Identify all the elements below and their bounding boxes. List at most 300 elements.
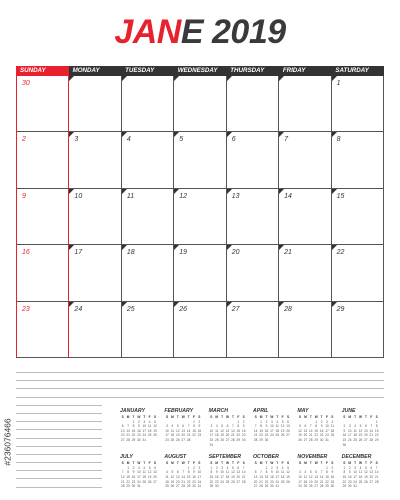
mini-day: 21 bbox=[369, 433, 374, 438]
mini-day: 24 bbox=[325, 433, 329, 438]
mini-day: 27 bbox=[369, 479, 374, 484]
mini-weekday: S bbox=[343, 415, 346, 419]
mini-day: 27 bbox=[120, 437, 125, 442]
mini-day: 26 bbox=[298, 437, 302, 442]
mini-day: 24 bbox=[142, 433, 147, 438]
mini-day: 16 bbox=[192, 474, 196, 479]
mini-day: 1 bbox=[375, 419, 378, 424]
mini-day: 16 bbox=[197, 428, 202, 433]
mini-weekday: M bbox=[215, 461, 219, 466]
mini-day: 2 bbox=[137, 419, 140, 424]
mini-weekday: S bbox=[242, 415, 245, 419]
mini-day: 16 bbox=[137, 428, 141, 433]
mini-day: 20 bbox=[236, 474, 241, 479]
day-number: 2 bbox=[22, 136, 26, 144]
mini-weekday: M bbox=[348, 415, 352, 419]
note-line bbox=[16, 429, 102, 430]
mini-day: 2 bbox=[242, 419, 245, 424]
mini-day: 15 bbox=[259, 428, 263, 433]
mini-day: 8 bbox=[132, 424, 135, 429]
mini-day: 12 bbox=[286, 470, 290, 475]
mini-day: 6 bbox=[304, 424, 307, 429]
month-calendar bbox=[16, 66, 384, 358]
mini-day: 22 bbox=[131, 433, 136, 438]
mini-weekday: F bbox=[326, 415, 328, 419]
day-cell bbox=[122, 189, 174, 245]
mini-week-row bbox=[209, 443, 253, 448]
mini-day: 5 bbox=[281, 419, 284, 424]
mini-day: 7 bbox=[375, 465, 378, 470]
mini-day: 19 bbox=[309, 479, 313, 484]
mini-day: 25 bbox=[280, 479, 285, 484]
mini-day bbox=[197, 438, 202, 443]
mini-day: 17 bbox=[353, 474, 357, 479]
day-cell bbox=[174, 189, 226, 245]
mini-day: 6 bbox=[315, 470, 318, 475]
mini-weekday: S bbox=[331, 415, 334, 419]
mini-day: 2 bbox=[132, 465, 135, 470]
mini-day: 19 bbox=[364, 474, 368, 479]
mini-day: 29 bbox=[131, 437, 136, 442]
mini-weekday: S bbox=[375, 461, 378, 466]
day-cell bbox=[279, 189, 331, 245]
mini-day: 11 bbox=[165, 474, 169, 479]
mini-day: 11 bbox=[275, 424, 279, 429]
mini-week-row bbox=[253, 438, 297, 443]
mini-day: 8 bbox=[210, 470, 213, 475]
mini-day: 20 bbox=[303, 433, 308, 438]
mini-day: 25 bbox=[147, 433, 152, 438]
mini-day: 26 bbox=[170, 484, 175, 489]
mini-day: 9 bbox=[270, 470, 273, 475]
corner-marker-icon bbox=[69, 76, 74, 81]
mini-week-row bbox=[120, 484, 164, 489]
mini-day: 12 bbox=[176, 428, 180, 433]
mini-day: 2 bbox=[343, 424, 346, 429]
day-cell bbox=[16, 132, 69, 188]
mini-week-row bbox=[342, 484, 386, 489]
mini-day: 8 bbox=[375, 424, 378, 429]
mini-weekday: W bbox=[226, 461, 230, 466]
mini-day: 28 bbox=[241, 479, 246, 484]
weekday-friday: FRIDAY bbox=[279, 66, 332, 76]
mini-day: 30 bbox=[330, 484, 335, 489]
mini-day: 24 bbox=[275, 479, 280, 484]
mini-weekday: F bbox=[237, 415, 240, 419]
mini-day: 1 bbox=[127, 465, 129, 470]
day-cell bbox=[122, 245, 174, 301]
mini-weekday: S bbox=[121, 461, 124, 466]
day-cell bbox=[174, 245, 226, 301]
mini-day: 15 bbox=[264, 474, 269, 479]
mini-weekday: T bbox=[231, 415, 234, 419]
mini-day: 28 bbox=[309, 437, 313, 442]
mini-day: 26 bbox=[147, 479, 152, 484]
mini-weekday: S bbox=[286, 415, 290, 419]
mini-month bbox=[342, 454, 386, 489]
mini-day: 10 bbox=[347, 428, 352, 433]
mini-day: 11 bbox=[303, 474, 308, 479]
mini-day bbox=[285, 438, 290, 443]
mini-day: 3 bbox=[137, 465, 140, 470]
mini-day: 30 bbox=[131, 484, 136, 489]
mini-day: 24 bbox=[353, 479, 357, 484]
mini-day: 27 bbox=[176, 484, 180, 489]
mini-weekday: T bbox=[276, 415, 279, 419]
mini-weekday: F bbox=[148, 415, 151, 419]
mini-day: 6 bbox=[287, 419, 289, 424]
mini-day: 20 bbox=[225, 433, 230, 438]
mini-month bbox=[120, 454, 164, 489]
day-cell bbox=[227, 245, 279, 301]
mini-day: 30 bbox=[347, 484, 352, 489]
mini-day: 4 bbox=[276, 419, 279, 424]
mini-day: 17 bbox=[142, 428, 147, 433]
day-cell bbox=[279, 302, 331, 358]
mini-weekday: S bbox=[153, 415, 157, 419]
mini-day: 7 bbox=[309, 424, 312, 429]
mini-day: 10 bbox=[165, 428, 169, 433]
mini-month-name: MARCH bbox=[208, 408, 228, 414]
mini-day: 31 bbox=[137, 484, 141, 489]
mini-day: 29 bbox=[126, 484, 130, 489]
mini-month-name: AUGUST bbox=[164, 454, 187, 461]
mini-day: 25 bbox=[142, 479, 147, 484]
mini-day: 6 bbox=[182, 424, 185, 429]
day-number: 21 bbox=[284, 249, 292, 257]
mini-day: 30 bbox=[319, 437, 324, 442]
mini-day: 7 bbox=[127, 424, 129, 429]
mini-weekday: S bbox=[121, 415, 124, 419]
mini-day: 27 bbox=[181, 437, 185, 442]
mini-day: 27 bbox=[253, 484, 258, 489]
mini-weekday: W bbox=[181, 415, 185, 419]
year-overview bbox=[120, 408, 386, 489]
mini-day: 14 bbox=[259, 474, 263, 479]
mini-day: 29 bbox=[186, 484, 191, 489]
mini-day: 29 bbox=[325, 484, 329, 489]
mini-day bbox=[152, 438, 157, 443]
day-number: 30 bbox=[22, 80, 30, 87]
mini-day: 1 bbox=[315, 419, 318, 424]
mini-day: 10 bbox=[137, 470, 141, 475]
mini-day bbox=[241, 443, 246, 448]
mini-day: 30 bbox=[241, 437, 246, 442]
mini-day: 4 bbox=[331, 419, 334, 424]
mini-weekday: T bbox=[132, 461, 135, 466]
mini-day: 7 bbox=[260, 470, 262, 475]
mini-day: 17 bbox=[209, 433, 214, 438]
mini-day: 1 bbox=[265, 465, 268, 470]
mini-day: 28 bbox=[231, 437, 235, 442]
mini-weekday: S bbox=[242, 461, 245, 466]
mini-weekday: T bbox=[221, 461, 224, 466]
mini-week-row bbox=[342, 443, 386, 448]
mini-day: 3 bbox=[354, 465, 357, 470]
mini-day: 10 bbox=[298, 474, 302, 479]
mini-day: 3 bbox=[270, 419, 273, 424]
mini-week-row bbox=[120, 438, 164, 443]
mini-day: 23 bbox=[270, 479, 274, 484]
mini-day: 31 bbox=[197, 484, 202, 489]
mini-day bbox=[285, 484, 290, 489]
day-cell bbox=[16, 245, 69, 301]
mini-day: 7 bbox=[254, 424, 257, 429]
calendar-title bbox=[0, 10, 400, 54]
mini-day: 11 bbox=[215, 428, 219, 433]
title-month-part: JAN bbox=[114, 13, 181, 51]
mini-weekday: W bbox=[270, 415, 274, 419]
mini-day: 11 bbox=[142, 470, 146, 475]
mini-day: 27 bbox=[236, 479, 241, 484]
mini-day: 20 bbox=[176, 479, 180, 484]
mini-day: 23 bbox=[264, 433, 269, 438]
mini-weekday: M bbox=[126, 461, 130, 466]
mini-weekday: F bbox=[237, 461, 240, 466]
day-number: 28 bbox=[284, 305, 292, 313]
mini-month-name: OCTOBER bbox=[252, 454, 279, 461]
mini-day: 19 bbox=[220, 433, 224, 438]
mini-day: 10 bbox=[142, 424, 147, 429]
mini-day: 24 bbox=[298, 484, 302, 489]
mini-day: 26 bbox=[364, 479, 368, 484]
mini-day: 22 bbox=[209, 479, 214, 484]
mini-weekday: S bbox=[286, 461, 290, 466]
day-number: 3 bbox=[74, 136, 79, 144]
day-cell bbox=[16, 189, 69, 245]
mini-day: 4 bbox=[215, 424, 218, 429]
mini-day: 26 bbox=[220, 437, 224, 442]
mini-day: 29 bbox=[236, 437, 241, 442]
day-cell bbox=[174, 76, 226, 132]
mini-day: 25 bbox=[275, 433, 280, 438]
mini-day: 21 bbox=[374, 474, 379, 479]
mini-day: 24 bbox=[270, 433, 274, 438]
mini-day: 22 bbox=[236, 433, 241, 438]
mini-day: 11 bbox=[147, 424, 152, 429]
mini-day: 14 bbox=[319, 474, 324, 479]
mini-month-name: MAY bbox=[297, 408, 309, 414]
mini-day: 29 bbox=[264, 484, 269, 489]
mini-day: 9 bbox=[198, 424, 201, 429]
mini-weekday: M bbox=[259, 415, 263, 419]
mini-weekday: M bbox=[171, 415, 174, 419]
day-cell bbox=[279, 76, 331, 132]
mini-day: 15 bbox=[374, 428, 379, 433]
mini-week-row bbox=[297, 438, 341, 443]
mini-day: 13 bbox=[236, 470, 241, 475]
mini-weekday: T bbox=[320, 461, 323, 466]
mini-day: 21 bbox=[181, 479, 185, 484]
weekday-thursday: THURSDAY bbox=[226, 66, 279, 76]
mini-day: 23 bbox=[131, 479, 136, 484]
mini-day: 18 bbox=[165, 479, 169, 484]
mini-day: 17 bbox=[325, 428, 329, 433]
mini-day: 29 bbox=[342, 484, 347, 489]
mini-day: 3 bbox=[299, 470, 301, 475]
mini-day: 20 bbox=[369, 474, 374, 479]
mini-day: 11 bbox=[225, 470, 230, 475]
day-number: 8 bbox=[336, 136, 341, 144]
mini-day: 31 bbox=[209, 442, 214, 447]
mini-day: 16 bbox=[342, 433, 347, 438]
day-number: 6 bbox=[231, 136, 236, 144]
mini-day: 19 bbox=[176, 433, 180, 438]
mini-weekday: T bbox=[309, 415, 312, 419]
mini-day: 1 bbox=[326, 465, 328, 470]
mini-weekday: T bbox=[143, 461, 146, 466]
mini-weekday: F bbox=[370, 461, 373, 466]
mini-day: 27 bbox=[303, 437, 308, 442]
mini-day: 9 bbox=[137, 424, 140, 429]
mini-weekday: S bbox=[198, 461, 201, 466]
mini-day: 13 bbox=[181, 428, 185, 433]
mini-day: 8 bbox=[237, 424, 240, 429]
day-number: 5 bbox=[179, 136, 184, 144]
mini-day: 30 bbox=[192, 484, 196, 489]
mini-day: 18 bbox=[280, 474, 285, 479]
mini-day: 22 bbox=[314, 433, 318, 438]
mini-day: 1 bbox=[193, 419, 195, 424]
mini-day: 17 bbox=[137, 474, 141, 479]
mini-day: 16 bbox=[330, 474, 335, 479]
mini-day: 3 bbox=[210, 424, 213, 429]
mini-day: 8 bbox=[260, 424, 262, 429]
mini-month bbox=[297, 454, 341, 489]
mini-weekday: S bbox=[298, 461, 302, 466]
mini-month bbox=[209, 454, 253, 489]
mini-day: 7 bbox=[370, 424, 373, 429]
mini-day: 11 bbox=[170, 428, 175, 433]
mini-day: 10 bbox=[325, 424, 329, 429]
mini-day: 15 bbox=[131, 428, 136, 433]
mini-day: 23 bbox=[192, 479, 196, 484]
mini-day bbox=[374, 484, 379, 489]
mini-day: 14 bbox=[126, 428, 130, 433]
mini-day: 28 bbox=[319, 484, 324, 489]
day-cell bbox=[69, 132, 121, 188]
day-number: 24 bbox=[74, 305, 83, 313]
mini-weekday: T bbox=[364, 461, 367, 466]
mini-day: 30 bbox=[264, 437, 269, 442]
mini-day: 21 bbox=[319, 479, 324, 484]
mini-day: 17 bbox=[298, 479, 302, 484]
day-cell bbox=[227, 302, 279, 358]
mini-day: 14 bbox=[369, 428, 374, 433]
day-cell bbox=[69, 76, 121, 132]
day-number: 29 bbox=[336, 305, 345, 313]
mini-day: 23 bbox=[330, 479, 335, 484]
mini-day: 14 bbox=[241, 470, 246, 475]
mini-day: 24 bbox=[165, 437, 169, 442]
mini-day: 2 bbox=[331, 465, 334, 470]
mini-month-name: FEBRUARY bbox=[164, 408, 194, 414]
mini-day: 6 bbox=[365, 424, 367, 429]
day-cell bbox=[122, 132, 174, 188]
mini-week-row bbox=[297, 484, 341, 489]
day-cell bbox=[69, 189, 121, 245]
mini-month bbox=[342, 408, 386, 447]
corner-marker-icon bbox=[122, 76, 127, 81]
mini-day: 20 bbox=[120, 433, 125, 438]
mini-day: 27 bbox=[364, 437, 368, 442]
mini-day: 5 bbox=[359, 424, 362, 429]
mini-day: 3 bbox=[166, 424, 168, 429]
day-cell bbox=[332, 302, 384, 358]
mini-day: 16 bbox=[319, 428, 324, 433]
mini-day: 8 bbox=[187, 470, 190, 475]
mini-day: 2 bbox=[215, 465, 218, 470]
mini-week-row bbox=[253, 484, 297, 489]
note-line bbox=[16, 388, 384, 389]
mini-day: 13 bbox=[225, 428, 230, 433]
mini-day: 2 bbox=[265, 419, 268, 424]
mini-day: 12 bbox=[364, 470, 368, 475]
mini-day: 18 bbox=[275, 428, 280, 433]
mini-day: 21 bbox=[309, 433, 313, 438]
mini-day: 27 bbox=[314, 484, 318, 489]
mini-day: 20 bbox=[314, 479, 318, 484]
mini-day: 10 bbox=[220, 470, 224, 475]
mini-day: 28 bbox=[259, 484, 263, 489]
mini-day: 19 bbox=[170, 479, 175, 484]
mini-day bbox=[152, 484, 157, 489]
mini-day: 18 bbox=[142, 474, 147, 479]
note-line bbox=[16, 470, 102, 471]
mini-day: 4 bbox=[171, 424, 174, 429]
day-cell bbox=[122, 76, 174, 132]
mini-day: 27 bbox=[286, 433, 290, 438]
mini-day: 26 bbox=[231, 479, 235, 484]
day-number: 26 bbox=[179, 305, 188, 313]
mini-day: 13 bbox=[314, 474, 318, 479]
day-number: 23 bbox=[22, 305, 30, 313]
mini-day: 3 bbox=[326, 419, 328, 424]
mini-day: 16 bbox=[131, 474, 136, 479]
mini-day: 3 bbox=[348, 424, 351, 429]
mini-weekday: M bbox=[171, 461, 174, 466]
note-line bbox=[16, 487, 102, 488]
mini-day: 2 bbox=[348, 465, 351, 470]
mini-day: 14 bbox=[120, 474, 125, 479]
mini-day: 18 bbox=[330, 428, 335, 433]
mini-day: 4 bbox=[226, 465, 229, 470]
mini-day: 22 bbox=[264, 479, 269, 484]
mini-day: 17 bbox=[197, 474, 202, 479]
mini-day: 5 bbox=[176, 424, 179, 429]
day-cell bbox=[227, 189, 279, 245]
mini-day: 4 bbox=[304, 470, 307, 475]
mini-day: 27 bbox=[153, 479, 157, 484]
mini-day: 21 bbox=[253, 433, 258, 438]
note-line bbox=[16, 421, 102, 422]
mini-day: 1 bbox=[237, 419, 240, 424]
day-cell bbox=[16, 302, 69, 358]
mini-day: 1 bbox=[132, 419, 135, 424]
mini-day: 31 bbox=[142, 437, 147, 442]
mini-weekday: T bbox=[354, 461, 357, 466]
mini-weekday: S bbox=[254, 461, 257, 466]
mini-day: 5 bbox=[309, 470, 312, 475]
mini-day: 12 bbox=[298, 428, 302, 433]
mini-weekday: S bbox=[210, 461, 213, 466]
mini-day: 22 bbox=[374, 433, 379, 438]
mini-day: 5 bbox=[171, 470, 174, 475]
mini-day: 4 bbox=[166, 470, 168, 475]
mini-day: 22 bbox=[186, 479, 191, 484]
note-line bbox=[16, 405, 102, 406]
mini-day: 9 bbox=[193, 470, 195, 475]
